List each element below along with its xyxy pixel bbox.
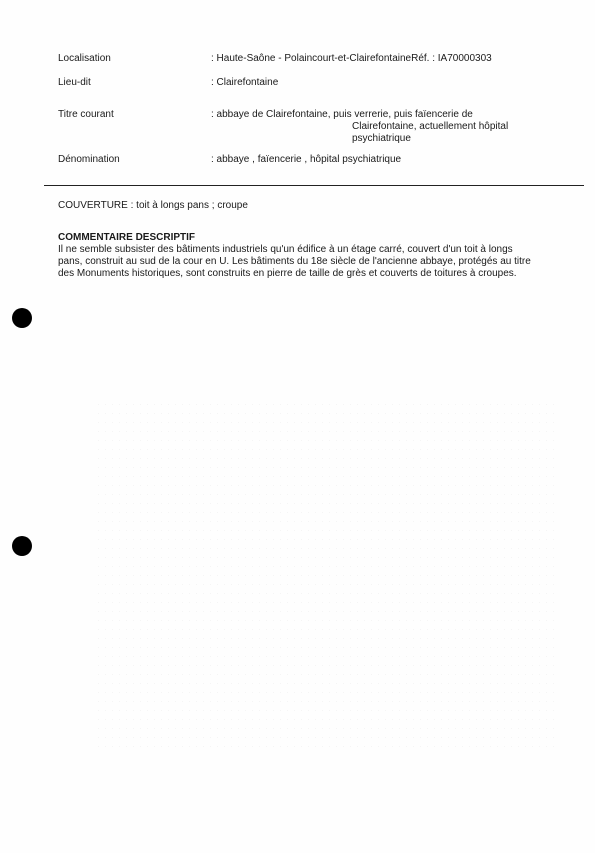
couverture-text: COUVERTURE : toit à longs pans ; croupe [58,200,248,211]
commentaire-line-1: Il ne semble subsister des bâtiments industriels qu'un édifice à un étage carré, couvert d'un toit à longs [58,244,513,255]
titre-courant-value-line3: psychiatrique [352,133,411,144]
commentaire-line-3: des Monuments historiques, sont construits en pierre de taille de grès et couverts de toitures à croupes. [58,268,517,279]
titre-courant-value-line1: : abbaye de Clairefontaine, puis verrerie, puis faïencerie de [211,109,473,120]
denomination-value: : abbaye , faïencerie , hôpital psychiatrique [211,154,402,165]
lieu-dit-value: : Clairefontaine [211,77,279,88]
localisation-value: : Haute-Saône - Polaincourt-et-ClairefontaineRéf. : IA70000303 [211,53,492,64]
localisation-label: Localisation [58,53,111,64]
commentaire-line-2: pans, construit au sud de la cour en U. Les bâtiments du 18e siècle de l'ancienne abbaye, protégés au titre [58,256,531,267]
commentaire-heading: COMMENTAIRE DESCRIPTIF [58,232,196,243]
section-divider [44,185,584,186]
lieu-dit-label: Lieu-dit [58,77,91,88]
titre-courant-label: Titre courant [58,109,114,120]
scan-noise [95,400,555,750]
titre-courant-value-line2: Clairefontaine, actuellement hôpital [352,121,509,132]
denomination-label: Dénomination [58,154,120,165]
punch-hole-top [12,308,32,328]
punch-hole-bottom [12,536,32,556]
